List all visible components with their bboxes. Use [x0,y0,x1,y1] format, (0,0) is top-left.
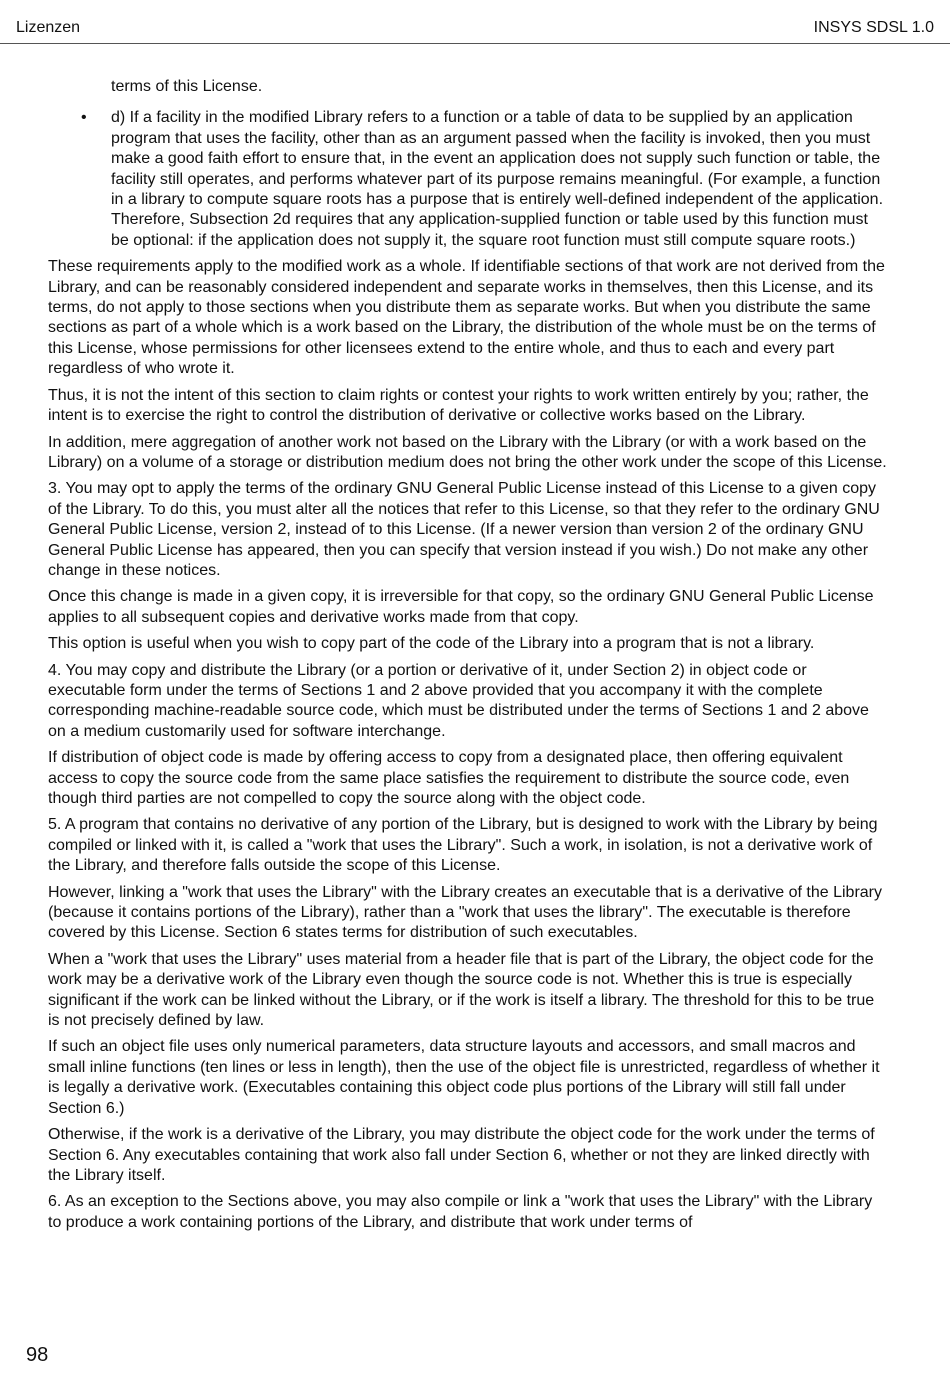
paragraph: Once this change is made in a given copy, it is irreversible for that copy, so the ordinary GNU General Public License applies to all subsequent copies and derivative works made from that copy. [48,588,874,626]
paragraph: Thus, it is not the intent of this section to claim rights or contest your rights to work written entirely by you; rather, the intent is to exercise the right to control the distribution of derivative or collective works based on the Library. [48,386,869,425]
header-section-title: Lizenzen [16,19,81,36]
bullet-icon: • [81,109,87,127]
paragraph: If such an object file uses only numerical parameters, data structure layouts and accessors, and small macros and small inline functions (ten lines or less in length), then the use of the object file is unrestricted, regardless of whether it is legally a derivative work. (Executables containing this object code plus portions of the Library will still fall under Section 6.) [48,1038,880,1117]
page-number: 98 [26,1344,49,1366]
paragraph-section-4: 4. You may copy and distribute the Library (or a portion or derivative of it, under Section 2) in object code or executable form under the terms of Sections 1 and 2 above provided that you accompany it with the complete corresponding machine-readable source code, which must be distributed under the terms of Sections 1 and 2 above on a medium customarily used for software interchange. [48,661,869,740]
bullet-item-d [81,108,888,251]
paragraph-section-5: 5. A program that contains no derivative of any portion of the Library, but is designed to work with the Library by being compiled or linked with it, is called a "work that uses the Library". Such a work, in isolation, is not a derivative work of the Library, and therefore falls outside the scope of this License. [48,816,878,875]
header-document-title: INSYS SDSL 1.0 [813,19,934,36]
paragraph-section-3: 3. You may opt to apply the terms of the ordinary GNU General Public License instead of this License to a given copy of the Library. To do this, you must alter all the notices that refer to this License, so that they refer to the ordinary GNU General Public License, version 2, instead of to this License. (If a newer version than version 2 of the ordinary GNU General Public License has appeared, then you can specify that version instead if you wish.) Do not make any other change in these notices. [48,480,880,579]
license-text-body [48,77,888,1239]
paragraph: However, linking a "work that uses the Library" with the Library creates an executable that is a derivative of the Library (because it contains portions of the Library), rather than a "work that uses the library". The executable is therefore covered by this License. Section 6 states terms for distribution of such executables. [48,883,882,942]
page-header [0,0,950,44]
paragraph: Otherwise, if the work is a derivative of the Library, you may distribute the object code for the work under the terms of Section 6. Any executables containing that work also fall under Section 6, whether or not they are linked directly with the Library itself. [48,1126,875,1184]
paragraph: This option is useful when you wish to copy part of the code of the Library into a program that is not a library. [48,635,815,653]
paragraph-section-6: 6. As an exception to the Sections above, you may also compile or link a "work that uses the Library" with the Library to produce a work containing portions of the Library, and distribute that work under terms of [48,1193,873,1231]
paragraph: In addition, mere aggregation of another work not based on the Library with the Library (or with a work based on the Library) on a volume of a storage or distribution medium does not bring the other work under the scope of this License. [48,433,887,471]
paragraph: These requirements apply to the modified work as a whole. If identifiable sections of that work are not derived from the Library, and can be reasonably considered independent and separate works in themselves, then this License, and its terms, do not apply to those sections when you distribute them as separate works. But when you distribute the same sections as part of a whole which is a work based on the Library, the distribution of the whole must be on the terms of this License, whose permissions for other licensees extend to the entire whole, and thus to each and every part regardless of who wrote it. [48,258,885,378]
paragraph: If distribution of object code is made by offering access to copy from a designated place, then offering equivalent access to copy the source code from the same place satisfies the requirement to distribute the source code, even though third parties are not compelled to copy the source along with the object code. [48,749,850,807]
paragraph: When a "work that uses the Library" uses material from a header file that is part of the Library, the object code for the work may be a derivative work of the Library even though the source code is not. Whether this is true is especially significant if the work can be linked without the Library, or if the work is itself a library. The threshold for this to be true is not precisely defined by law. [48,950,875,1030]
continuation-line: terms of this License. [111,78,263,95]
bullet-text: d) If a facility in the modified Library refers to a function or a table of data to be supplied by an application program that uses the facility, other than as an argument passed when the facility is invoked, then you must make a good faith effort to ensure that, in the event an application does not supply such function or table, the facility still operates, and performs whatever part of its purpose remains meaningful. (For example, a function in a library to compute square roots has a purpose that is entirely well-defined independent of the application. Therefore, Subsection 2d requires that any application-supplied function or table used by this function must be optional: if the application does not supply it, the square root function must still compute square roots.) [111,109,884,249]
